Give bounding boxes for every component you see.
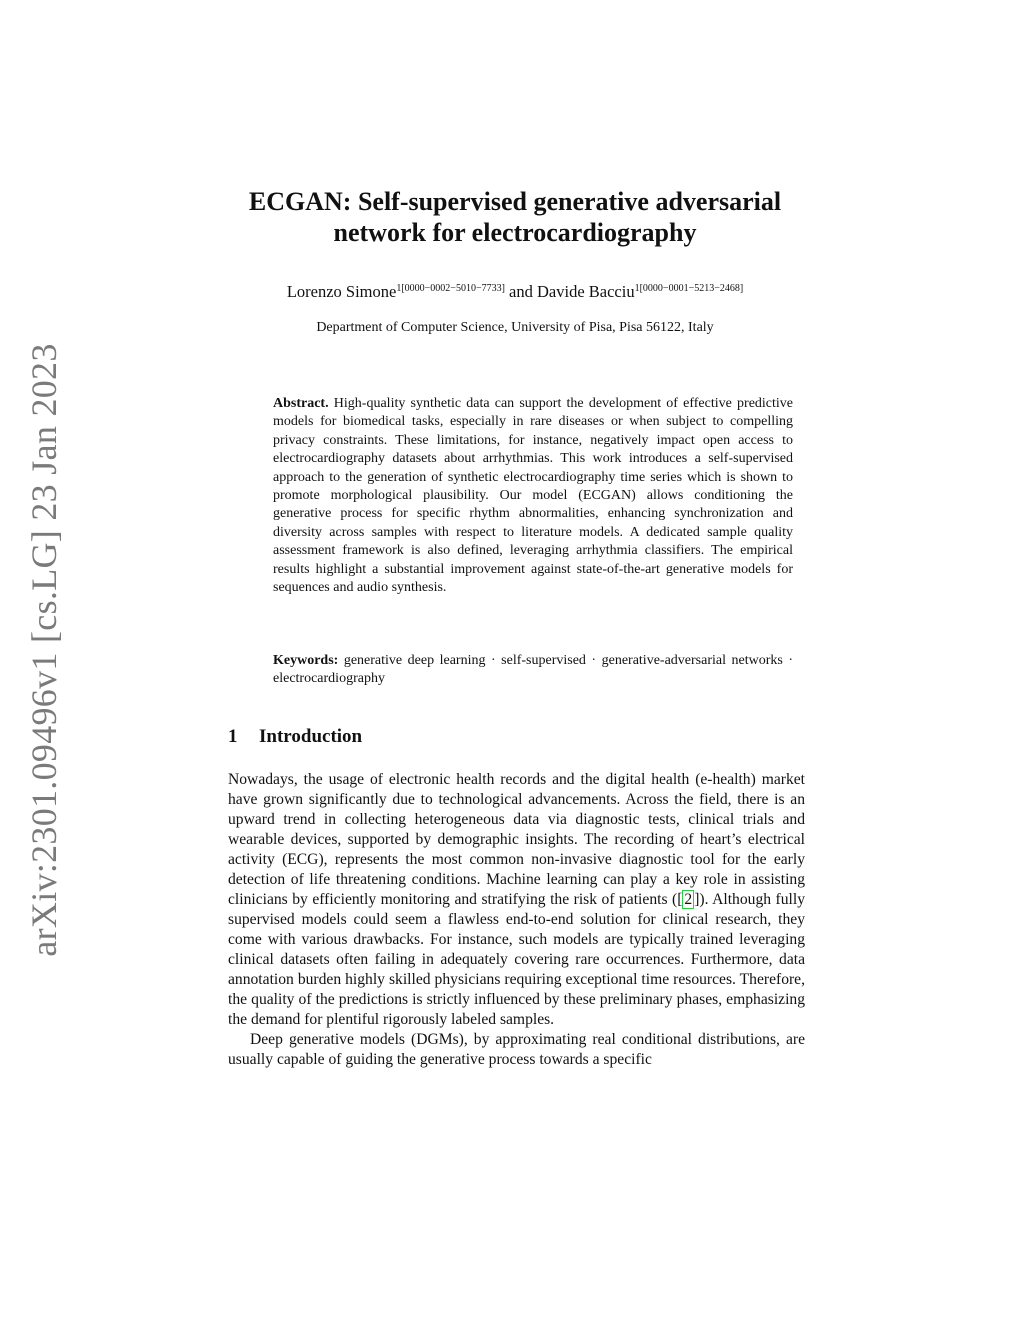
body-text [228, 770, 805, 1070]
section-title: Introduction [259, 726, 363, 747]
author-separator: and [509, 282, 533, 301]
title-line-2: network for electrocardiography [333, 218, 697, 247]
citation-link[interactable]: 2 [684, 891, 693, 908]
keywords-text: generative deep learning · self-supervised · generative-adversarial networks · electrocardiography [273, 653, 793, 687]
section-number: 1 [228, 726, 238, 747]
author-list [200, 282, 830, 302]
author-orcid: 1[0000−0002−5010−7733] [396, 283, 505, 294]
author-name: Lorenzo Simone [286, 282, 397, 301]
author-name: Davide Bacciu [537, 282, 635, 301]
abstract-text: High-quality synthetic data can support the development of effective predictive models for biomedical tasks, especially in rare diseases or when subject to compelling privacy constraints. These limitations, for instance, negatively impact open access to electrocardiography datasets about arrhythmias. This work introduces a self-supervised approach to the generation of synthetic electrocardiography time series which is shown to promote morphological plausibility. Our model (ECGAN) allows conditioning the generative process for specific rhythm abnormalities, enhancing synchronization and diversity across samples with respect to literature models. A dedicated sample quality assessment framework is also defined, leveraging arrhythmia classifiers. The empirical results highlight a substantial improvement against state-of-the-art generative models for sequences and audio synthesis. [273, 396, 794, 596]
keywords [273, 652, 793, 689]
affiliation: Department of Computer Science, University of Pisa, Pisa 56122, Italy [316, 320, 714, 335]
section-heading [228, 726, 362, 748]
abstract [273, 395, 793, 597]
keywords-label: Keywords: [273, 653, 339, 668]
abstract-label: Abstract. [273, 396, 329, 411]
paragraph [228, 770, 805, 1030]
paragraph: Deep generative models (DGMs), by approximating real conditional distributions, are usually capable of guiding the generative process towards a specific [228, 1031, 805, 1068]
author-orcid: 1[0000−0001−5213−2468] [634, 283, 744, 294]
paragraph-text: Nowadays, the usage of electronic health records and the digital health (e-health) market have grown significantly due to technological advancements. Across the field, there is an upward trend in collecting heterogeneous data via diagnostic tests, clinical trials and wearable devices, supported by demographic insights. The recording of heart’s electrical activity (ECG), represents the most common non-invasive diagnostic tool for the early detection of life threatening conditions. Machine learning can play a key role in assisting clinicians by efficiently monitoring and stratifying the risk of patients ([ [228, 771, 805, 908]
paper-title [200, 186, 830, 248]
paragraph-text: ]). Although fully supervised models could seem a flawless end-to-end solution for clinical research, they come with various drawbacks. For instance, such models are typically trained leveraging clinical datasets often failing in adequately covering rare occurrences. Furthermore, data annotation burden highly skilled physicians requiring exceptional time resources. Therefore, the quality of the predictions is strictly influenced by these preliminary phases, emphasizing the demand for plentiful rigorously labeled samples. [228, 891, 805, 1028]
arxiv-identifier: arXiv:2301.09496v1 [cs.LG] 23 Jan 2023 [24, 343, 64, 957]
title-line-1: ECGAN: Self-supervised generative adversarial [248, 187, 782, 216]
